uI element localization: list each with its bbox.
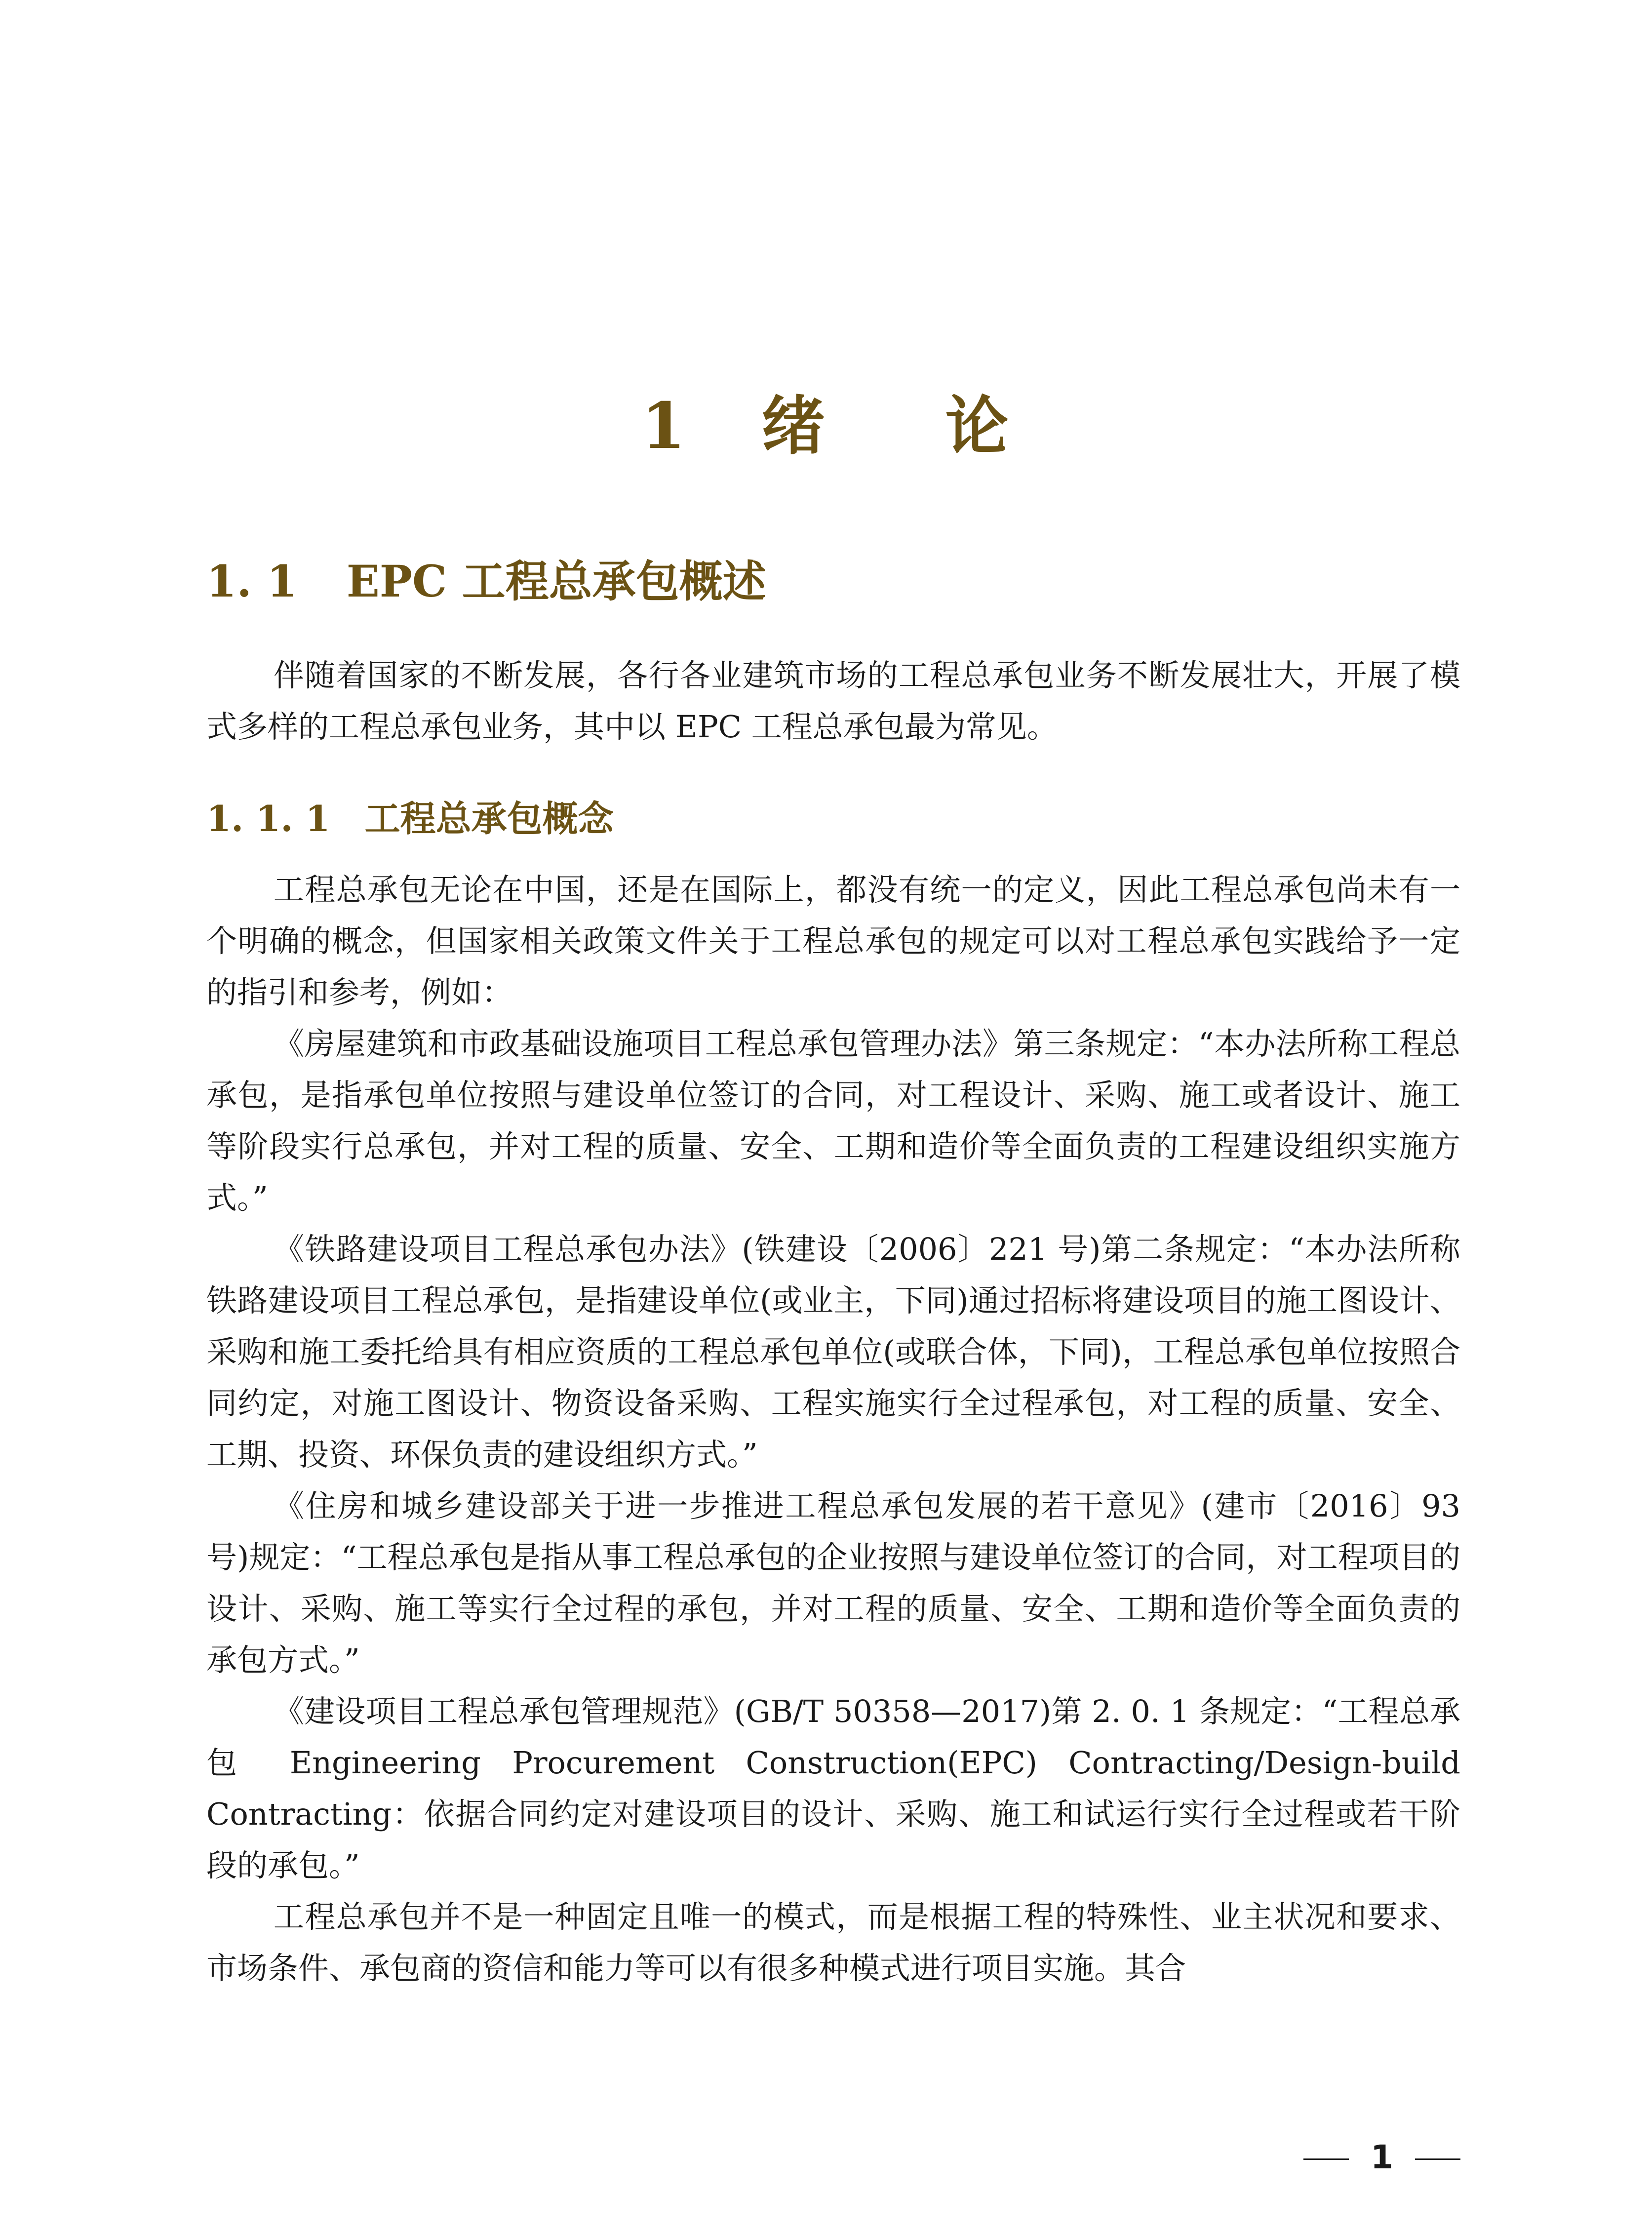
section-number: 1. 1 bbox=[206, 556, 297, 607]
body-paragraph: 《铁路建设项目工程总承包办法》(铁建设〔2006〕221 号)第二条规定：“本办法所称铁路建设项目工程总承包，是指建设单位(或业主，下同)通过招标将建设项目的施工图设计、采购和施工委托给具有相应资质的工程总承包单位(或联合体，下同)，工程总承包单位按照合同约定，对施工图设计、物资设备采购、工程实施实行全过程承包，对工程的质量、安全、工期、投资、环保负责的建设组织方式。” bbox=[206, 1231, 1460, 1473]
body-paragraph: 《住房和城乡建设部关于进一步推进工程总承包发展的若干意见》(建市〔2016〕93 号)规定：“工程总承包是指从事工程总承包的企业按照与建设单位签订的合同，对工程项目的设计、采购、施工等实行全过程的承包，并对工程的质量、安全、工期和造价等全面负责的承包方式。” bbox=[206, 1488, 1460, 1678]
footer-dash-left bbox=[1303, 2158, 1349, 2160]
intro-paragraph: 伴随着国家的不断发展，各行各业建筑市场的工程总承包业务不断发展壮大，开展了模式多样的工程总承包业务，其中以 EPC 工程总承包最为常见。 bbox=[206, 657, 1460, 745]
section-heading bbox=[206, 547, 766, 609]
body-paragraph: 工程总承包无论在中国，还是在国际上，都没有统一的定义，因此工程总承包尚未有一个明确的概念，但国家相关政策文件关于工程总承包的规定可以对工程总承包实践给予一定的指引和参考，例如： bbox=[206, 872, 1460, 1010]
subsection-heading bbox=[206, 790, 614, 841]
section-title: EPC 工程总承包概述 bbox=[346, 556, 766, 607]
page-footer bbox=[1303, 2138, 1460, 2176]
chapter-title bbox=[0, 375, 1652, 466]
page-number: 1 bbox=[1371, 2138, 1393, 2176]
body-paragraph: 《房屋建筑和市政基础设施项目工程总承包管理办法》第三条规定：“本办法所称工程总承包，是指承包单位按照与建设单位签订的合同，对工程设计、采购、施工或者设计、施工等阶段实行总承包，并对工程的质量、安全、工期和造价等全面负责的工程建设组织实施方式。” bbox=[206, 1026, 1460, 1216]
chapter-title-char-1: 绪 bbox=[761, 389, 827, 463]
footer-dash-right bbox=[1415, 2158, 1460, 2160]
subsection-number: 1. 1. 1 bbox=[206, 798, 330, 839]
body-paragraph: 工程总承包并不是一种固定且唯一的模式，而是根据工程的特殊性、业主状况和要求、市场条件、承包商的资信和能力等可以有很多种模式进行项目实施。其合 bbox=[206, 1899, 1460, 1986]
subsection-title: 工程总承包概念 bbox=[364, 798, 614, 839]
body-text bbox=[206, 864, 1460, 1994]
body-paragraph: 《建设项目工程总承包管理规范》(GB/T 50358—2017)第 2. 0. 1 条规定：“工程总承包 Engineering Procurement Construction(EPC) Contracting/Design-build Contracting：依据合同约定对建设项目的设计、采购、施工和试运行实行全过程或若干阶段的承包。” bbox=[206, 1693, 1460, 1883]
chapter-number: 1 bbox=[641, 389, 688, 463]
intro-text bbox=[206, 650, 1460, 753]
chapter-title-char-2: 论 bbox=[945, 389, 1011, 463]
